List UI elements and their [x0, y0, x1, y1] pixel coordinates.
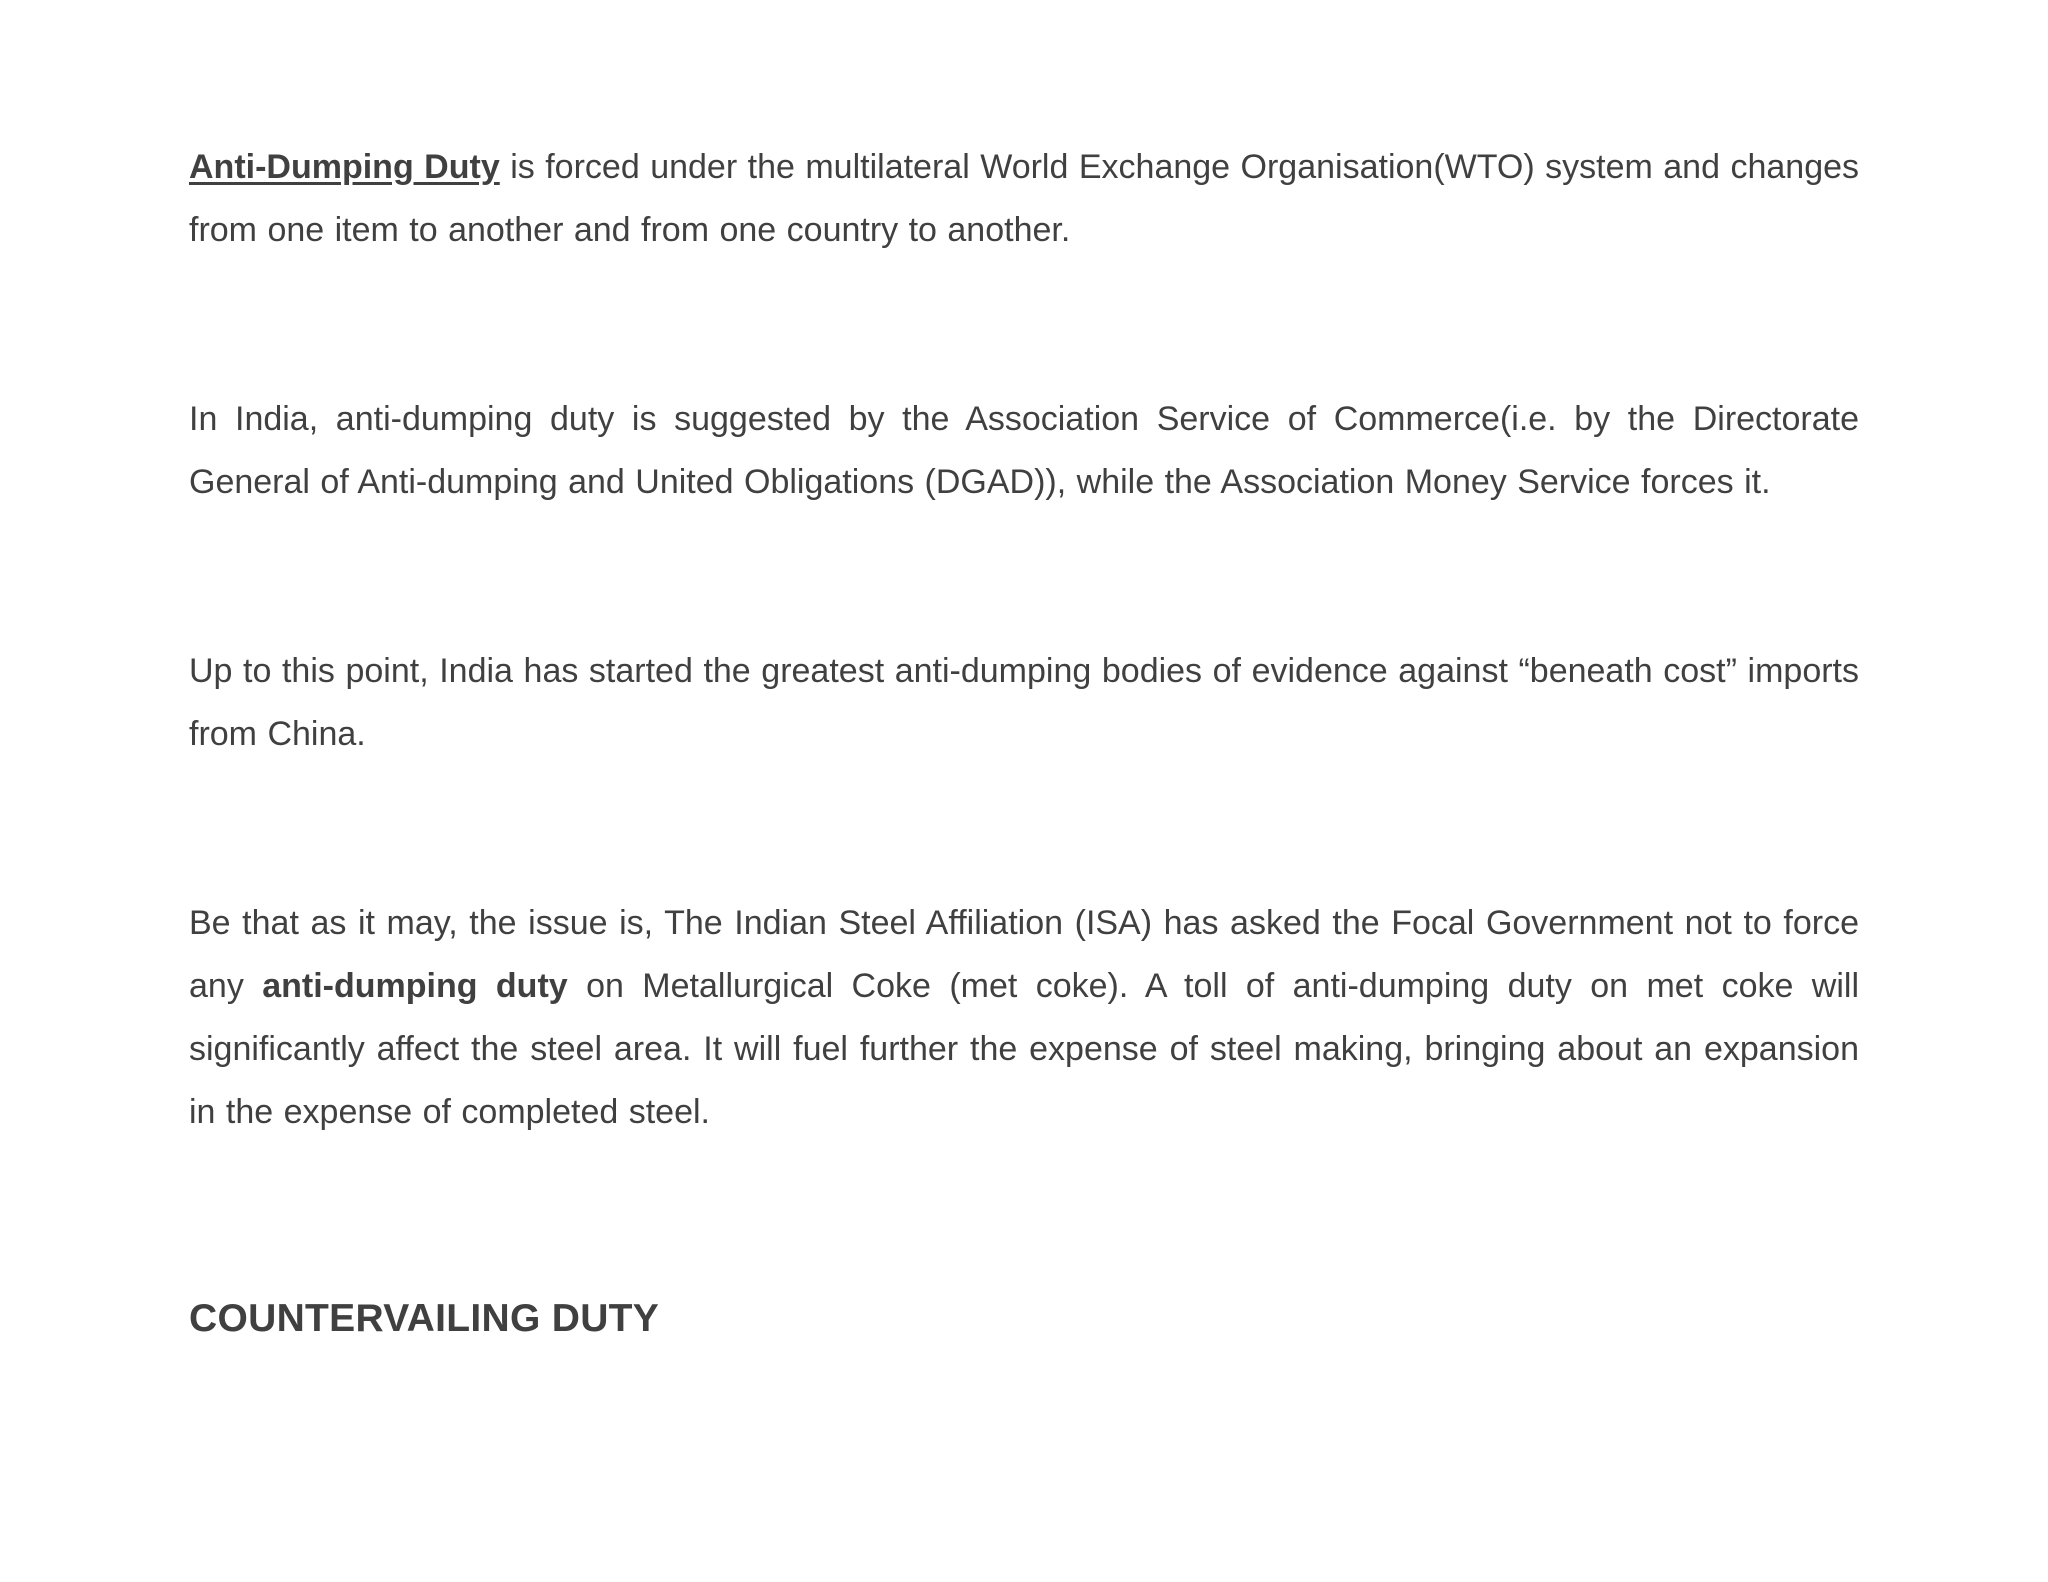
anti-dumping-duty-emphasis: anti-dumping duty — [262, 967, 568, 1005]
anti-dumping-duty-link[interactable]: Anti-Dumping Duty — [189, 148, 500, 186]
paragraph-text-after: on Metallurgical Coke (met coke). A toll of anti-dumping duty on met coke will significantly affect the steel area. It will fuel further the expense of steel making, bringing about an expansion in the expense of completed steel. — [189, 967, 1859, 1131]
paragraph-india-dgad — [189, 388, 1859, 514]
paragraph-china-imports — [189, 640, 1859, 766]
paragraph-text-before: Be that as it may, the issue is, The Indian Steel Affiliation (ISA) has asked the Focal Government not to force any — [189, 904, 1859, 1005]
paragraph-text: Up to this point, India has started the greatest anti-dumping bodies of evidence against “beneath cost” imports from China. — [189, 652, 1859, 753]
document-body — [189, 136, 1859, 1346]
section-heading-countervailing-duty: COUNTERVAILING DUTY — [189, 1297, 660, 1340]
paragraph-text: In India, anti-dumping duty is suggested by the Association Service of Commerce(i.e. by the Directorate General of Anti-dumping and United Obligations (DGAD)), while the Association Money Service forces it. — [189, 400, 1859, 501]
paragraph-met-coke — [189, 892, 1859, 1144]
paragraph-anti-dumping-intro — [189, 136, 1859, 262]
paragraph-text: is forced under the multilateral World Exchange Organisation(WTO) system and changes from one item to another and from one country to another. — [189, 148, 1860, 249]
